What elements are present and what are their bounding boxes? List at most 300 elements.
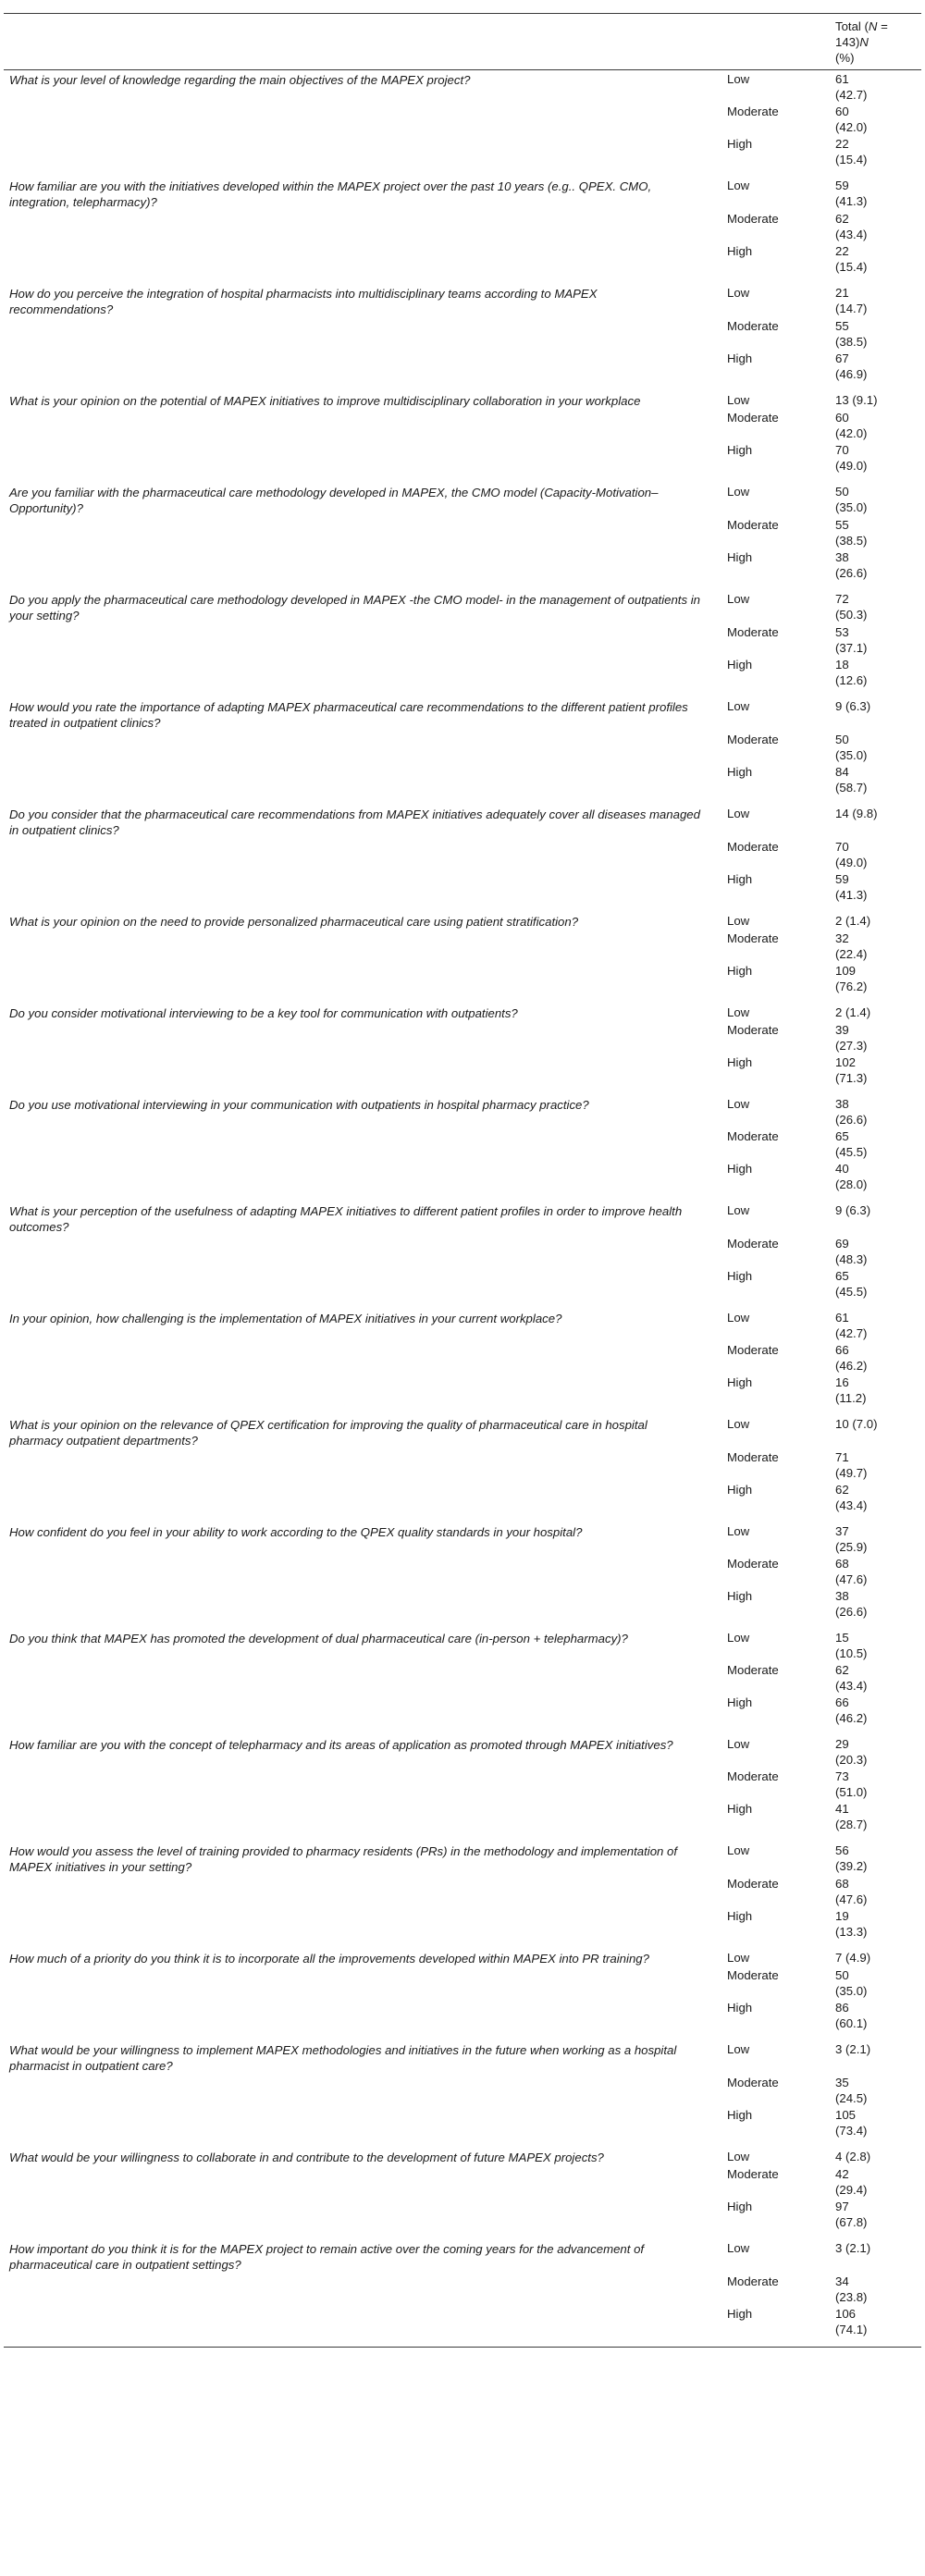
response-count-cell (830, 1555, 921, 1587)
response-count-cell (830, 2106, 921, 2148)
table-row (4, 350, 921, 391)
response-percent: (6.3) (845, 699, 871, 713)
response-level: High (727, 1802, 753, 1816)
table-row (4, 1267, 921, 1309)
question-spacer (4, 962, 725, 1004)
response-percent: (37.1) (835, 641, 868, 655)
response-level: Low (727, 393, 750, 407)
table-row (4, 2040, 921, 2074)
response-level: Moderate (727, 518, 779, 532)
response-count: 70 (835, 840, 849, 854)
table-row (4, 1095, 921, 1128)
response-percent: (71.3) (835, 1071, 868, 1085)
response-count: 41 (835, 1802, 849, 1816)
response-level: Low (727, 699, 750, 713)
response-percent: (42.7) (835, 1326, 868, 1340)
table-row (4, 1128, 921, 1160)
response-level: Moderate (727, 212, 779, 226)
response-count-cell (830, 70, 921, 104)
response-level: Moderate (727, 1663, 779, 1677)
response-level: High (727, 1589, 753, 1603)
response-count-cell (830, 284, 921, 317)
response-count-cell (830, 1095, 921, 1128)
table-row (4, 697, 921, 731)
response-count-cell (830, 2165, 921, 2198)
question-spacer (4, 1800, 725, 1842)
question-text: What is your opinion on the need to provide personalized pharmaceutical care using patient stratification? (9, 915, 579, 929)
response-count: 37 (835, 1524, 849, 1538)
table-row (4, 2273, 921, 2305)
response-percent: (2.8) (845, 2150, 871, 2163)
response-level: Low (727, 1311, 750, 1325)
table-row (4, 870, 921, 912)
response-count: 38 (835, 1589, 849, 1603)
response-count: 19 (835, 1909, 849, 1923)
response-percent: (47.6) (835, 1572, 868, 1586)
table-row (4, 731, 921, 763)
question-spacer (4, 838, 725, 870)
response-level: Low (727, 1524, 750, 1538)
response-percent: (22.4) (835, 947, 868, 961)
response-level: Low (727, 1097, 750, 1111)
question-spacer (4, 1907, 725, 1949)
header-n-symbol-2: N (859, 35, 869, 49)
response-count: 66 (835, 1695, 849, 1709)
table-row (4, 2305, 921, 2348)
response-percent: (15.4) (835, 153, 868, 166)
response-percent: (4.9) (845, 1951, 871, 1965)
response-level: High (727, 872, 753, 886)
response-count: 69 (835, 1237, 849, 1251)
response-count: 9 (835, 699, 843, 713)
response-count: 4 (835, 2150, 843, 2163)
response-count-cell (830, 1448, 921, 1481)
response-percent: (26.6) (835, 1113, 868, 1127)
response-percent: (26.6) (835, 566, 868, 580)
response-level: Low (727, 485, 750, 499)
question-spacer (4, 441, 725, 483)
table-row (4, 210, 921, 242)
response-percent: (10.5) (835, 1646, 868, 1660)
response-count: 3 (835, 2241, 843, 2255)
response-count-cell (830, 1054, 921, 1095)
response-count-cell (830, 1374, 921, 1415)
response-level: High (727, 765, 753, 779)
response-count: 67 (835, 351, 849, 365)
response-percent: (42.0) (835, 426, 868, 440)
question-spacer (4, 103, 725, 135)
response-count-cell (830, 2273, 921, 2305)
response-percent: (29.4) (835, 2183, 868, 2197)
response-level: Low (727, 179, 750, 192)
table-row (4, 1341, 921, 1374)
response-count: 102 (835, 1055, 857, 1069)
question-text: What is your opinion on the relevance of QPEX certification for improving the quality of pharmaceutical care in hospital pharmacy outpatient departments? (9, 1418, 648, 1448)
response-level: Moderate (727, 2274, 779, 2288)
response-count: 59 (835, 872, 849, 886)
response-level: High (727, 1695, 753, 1709)
response-count-cell (830, 483, 921, 516)
response-count: 9 (835, 1203, 843, 1217)
response-count: 72 (835, 592, 849, 606)
response-level: Low (727, 592, 750, 606)
response-count-cell (830, 1875, 921, 1907)
table-row (4, 1999, 921, 2040)
response-level: Low (727, 286, 750, 300)
header-n-rest: = 143) (835, 19, 888, 49)
response-count: 60 (835, 105, 849, 118)
response-level: High (725, 2305, 830, 2348)
table-row (4, 962, 921, 1004)
response-count-cell (830, 2040, 921, 2074)
response-level: High (727, 2200, 753, 2213)
response-level: Low (727, 914, 750, 928)
question-text: Do you consider that the pharmaceutical care recommendations from MAPEX initiatives adequately cover all diseases managed in outpatient clinics? (9, 807, 700, 837)
table-row (4, 1768, 921, 1800)
table-row (4, 2165, 921, 2198)
response-percent: (46.2) (835, 1359, 868, 1373)
response-percent: (74.1) (835, 2323, 868, 2336)
response-count: 62 (835, 1483, 849, 1497)
response-count-cell (830, 590, 921, 623)
table-row (4, 391, 921, 409)
response-percent: (43.4) (835, 1498, 868, 1512)
response-count: 7 (835, 1951, 843, 1965)
header-pct: (%) (835, 51, 855, 65)
table-row (4, 1374, 921, 1415)
response-percent: (9.8) (852, 807, 878, 820)
question-text: How would you assess the level of training provided to pharmacy residents (PRs) in the methodology and implementation of MAPEX initiatives in your setting? (9, 1844, 678, 1874)
table-row (4, 1842, 921, 1875)
response-percent: (43.4) (835, 1679, 868, 1693)
response-count: 55 (835, 319, 849, 333)
response-level: High (727, 1375, 753, 1389)
question-text: How familiar are you with the concept of telepharmacy and its areas of application as promoted through MAPEX initiatives? (9, 1738, 673, 1752)
question-spacer (4, 210, 725, 242)
response-level: High (727, 244, 753, 258)
table-row (4, 1587, 921, 1629)
question-spacer (4, 350, 725, 391)
table-row (4, 1021, 921, 1054)
response-count-cell (830, 1341, 921, 1374)
response-percent: (35.0) (835, 500, 868, 514)
response-level: Moderate (727, 2167, 779, 2181)
question-spacer (4, 2106, 725, 2148)
response-count: 15 (835, 1631, 849, 1645)
response-count-cell (830, 210, 921, 242)
response-percent: (2.1) (845, 2241, 871, 2255)
question-spacer (4, 548, 725, 590)
response-count: 3 (835, 2042, 843, 2056)
question-spacer (4, 656, 725, 697)
response-count: 50 (835, 485, 849, 499)
response-level: High (727, 443, 753, 457)
question-spacer (4, 623, 725, 656)
table-row (4, 177, 921, 210)
response-count: 42 (835, 2167, 849, 2181)
response-count-cell (830, 242, 921, 284)
response-count: 13 (835, 393, 849, 407)
response-percent: (50.3) (835, 608, 868, 622)
response-count-cell (830, 1661, 921, 1694)
response-percent: (41.3) (835, 888, 868, 902)
table-row (4, 1694, 921, 1735)
question-spacer (4, 2305, 725, 2348)
question-text: What would be your willingness to collaborate in and contribute to the development of future MAPEX projects? (9, 2151, 604, 2164)
table-row (4, 1235, 921, 1267)
question-text: How much of a priority do you think it is to incorporate all the improvements developed within MAPEX into PR training? (9, 1952, 649, 1966)
response-percent: (2.1) (845, 2042, 871, 2056)
response-level: Moderate (727, 931, 779, 945)
response-count-cell (830, 1587, 921, 1629)
response-count: 84 (835, 765, 849, 779)
response-count-cell (830, 1949, 921, 1966)
response-count-cell (830, 2198, 921, 2239)
question-spacer (4, 2198, 725, 2239)
question-spacer (4, 242, 725, 284)
response-count: 29 (835, 1737, 849, 1751)
header-total-cell (830, 14, 921, 70)
response-percent: (51.0) (835, 1785, 868, 1799)
response-level: Moderate (727, 1023, 779, 1037)
response-count: 70 (835, 443, 849, 457)
response-count-cell (830, 1415, 921, 1448)
table-row (4, 1735, 921, 1768)
response-percent: (1.4) (845, 1005, 871, 1019)
table-row (4, 1202, 921, 1235)
table-row (4, 516, 921, 548)
table-row (4, 912, 921, 930)
response-percent: (67.8) (835, 2215, 868, 2229)
response-count-cell (830, 350, 921, 391)
table-row (4, 70, 921, 104)
response-percent: (9.1) (852, 393, 878, 407)
question-spacer (4, 1555, 725, 1587)
table-row (4, 409, 921, 441)
response-count: 35 (835, 2076, 849, 2089)
response-percent: (49.7) (835, 1466, 868, 1480)
response-percent: (46.2) (835, 1711, 868, 1725)
table-row (4, 763, 921, 805)
response-count-cell (830, 1128, 921, 1160)
response-count-cell (830, 912, 921, 930)
response-percent: (45.5) (835, 1145, 868, 1159)
response-count: 10 (835, 1417, 849, 1431)
table-row (4, 1160, 921, 1202)
question-text: What is your perception of the usefulness of adapting MAPEX initiatives to different patient profiles in order to improve health outcomes? (9, 1204, 683, 1234)
response-percent: (41.3) (835, 194, 868, 208)
response-count-cell (830, 930, 921, 962)
response-level: High (727, 1055, 753, 1069)
response-percent: (28.7) (835, 1818, 868, 1831)
response-percent: (14.7) (835, 302, 868, 315)
response-percent: (73.4) (835, 2124, 868, 2138)
table-row (4, 1004, 921, 1021)
response-count: 68 (835, 1557, 849, 1571)
response-count-cell (830, 697, 921, 731)
question-text: How would you rate the importance of adapting MAPEX pharmaceutical care recommendations to the different patient profiles treated in outpatient clinics? (9, 700, 688, 730)
response-percent: (12.6) (835, 673, 868, 687)
table-row (4, 1522, 921, 1555)
response-percent: (35.0) (835, 1984, 868, 1998)
response-level: Moderate (727, 1769, 779, 1783)
response-level: Low (727, 1951, 750, 1965)
response-percent: (42.7) (835, 88, 868, 102)
question-spacer (4, 2074, 725, 2106)
response-percent: (24.5) (835, 2091, 868, 2105)
response-level: High (727, 1269, 753, 1283)
response-count: 53 (835, 625, 849, 639)
question-text: Are you familiar with the pharmaceutical care methodology developed in MAPEX, the CMO model (Capacity-Motivation–Opportunity)? (9, 486, 659, 515)
response-percent: (38.5) (835, 335, 868, 349)
table-row (4, 838, 921, 870)
response-count: 39 (835, 1023, 849, 1037)
response-count: 34 (835, 2274, 849, 2288)
response-count-cell (830, 805, 921, 838)
question-spacer (4, 930, 725, 962)
header-total-label: Total ( (835, 19, 869, 33)
response-count-cell (830, 317, 921, 350)
response-level: Moderate (727, 625, 779, 639)
response-percent: (23.8) (835, 2290, 868, 2304)
response-percent: (76.2) (835, 980, 868, 993)
response-count-cell (830, 1522, 921, 1555)
question-spacer (4, 1267, 725, 1309)
response-count: 56 (835, 1843, 849, 1857)
table-row (4, 656, 921, 697)
table-row (4, 1949, 921, 1966)
response-count: 21 (835, 286, 849, 300)
table-row (4, 930, 921, 962)
table-row (4, 2106, 921, 2148)
response-count: 106 (835, 2307, 857, 2321)
response-level: High (727, 658, 753, 672)
table-row (4, 2198, 921, 2239)
question-text: How do you perceive the integration of hospital pharmacists into multidisciplinary teams according to MAPEX recommendations? (9, 287, 598, 316)
table-row (4, 805, 921, 838)
response-count: 97 (835, 2200, 849, 2213)
response-level: High (727, 137, 753, 151)
response-count: 73 (835, 1769, 849, 1783)
response-count-cell (830, 1021, 921, 1054)
response-count: 18 (835, 658, 849, 672)
response-percent: (38.5) (835, 534, 868, 548)
response-percent: (58.7) (835, 781, 868, 795)
question-spacer (4, 1694, 725, 1735)
response-count-cell (830, 1160, 921, 1202)
response-percent: (48.3) (835, 1252, 868, 1266)
table-row (4, 2148, 921, 2165)
response-percent: (45.5) (835, 1285, 868, 1299)
question-spacer (4, 1587, 725, 1629)
response-level: Moderate (727, 105, 779, 118)
question-spacer (4, 2273, 725, 2305)
question-spacer (4, 1481, 725, 1522)
table-row (4, 1415, 921, 1448)
response-count-cell (830, 548, 921, 590)
question-spacer (4, 1160, 725, 1202)
response-count-cell (830, 1235, 921, 1267)
response-count-cell (830, 623, 921, 656)
response-count: 62 (835, 212, 849, 226)
table-row (4, 242, 921, 284)
response-count-cell (830, 962, 921, 1004)
response-level: Low (727, 1631, 750, 1645)
response-count-cell (830, 1999, 921, 2040)
table-row (4, 1875, 921, 1907)
response-percent: (35.0) (835, 748, 868, 762)
response-count: 2 (835, 1005, 843, 1019)
response-count-cell (830, 2148, 921, 2165)
header-level-cell (725, 14, 830, 70)
table-row (4, 623, 921, 656)
question-text: Do you think that MAPEX has promoted the development of dual pharmaceutical care (in-person + telepharmacy)? (9, 1632, 628, 1645)
response-count-cell (830, 177, 921, 210)
response-count: 32 (835, 931, 849, 945)
response-level: High (727, 1483, 753, 1497)
response-count: 14 (835, 807, 849, 820)
question-text: Do you consider motivational interviewing to be a key tool for communication with outpatients? (9, 1006, 518, 1020)
response-count-cell (830, 135, 921, 177)
question-text: Do you apply the pharmaceutical care methodology developed in MAPEX -the CMO model- in the management of outpatients in your setting? (9, 593, 700, 622)
response-level: Moderate (727, 733, 779, 746)
response-percent: (15.4) (835, 260, 868, 274)
question-spacer (4, 409, 725, 441)
response-level: Moderate (727, 1343, 779, 1357)
response-count: 68 (835, 1877, 849, 1891)
response-count-cell (830, 1735, 921, 1768)
response-count: 66 (835, 1343, 849, 1357)
response-level: High (727, 1162, 753, 1176)
question-spacer (4, 1768, 725, 1800)
response-level: Low (727, 1417, 750, 1431)
question-spacer (4, 1448, 725, 1481)
response-count-cell (830, 2074, 921, 2106)
response-count-cell (830, 2239, 921, 2273)
question-text: In your opinion, how challenging is the implementation of MAPEX initiatives in your current workplace? (9, 1312, 562, 1325)
table-row (4, 135, 921, 177)
response-level: High (727, 964, 753, 978)
response-count-cell (830, 516, 921, 548)
question-spacer (4, 516, 725, 548)
response-level: Low (727, 2150, 750, 2163)
table-header (4, 14, 921, 70)
response-count-cell (830, 441, 921, 483)
table-row (4, 1907, 921, 1949)
response-count-cell (830, 1694, 921, 1735)
response-count: 50 (835, 1968, 849, 1982)
table-row (4, 590, 921, 623)
response-level: Moderate (727, 1129, 779, 1143)
response-count: 61 (835, 72, 849, 86)
table-row (4, 1800, 921, 1842)
question-spacer (4, 1999, 725, 2040)
response-count: 105 (835, 2108, 857, 2122)
response-count: 61 (835, 1311, 849, 1325)
response-level: Moderate (727, 2076, 779, 2089)
question-spacer (4, 1875, 725, 1907)
response-count-cell (830, 409, 921, 441)
table-row (4, 1966, 921, 1999)
response-count-cell (830, 1267, 921, 1309)
response-count-cell (830, 763, 921, 805)
response-percent: (27.3) (835, 1039, 868, 1053)
response-percent: (25.9) (835, 1540, 868, 1554)
response-count: 2 (835, 914, 843, 928)
response-level: Low (727, 2241, 750, 2255)
response-count-cell (830, 870, 921, 912)
response-count: 62 (835, 1663, 849, 1677)
